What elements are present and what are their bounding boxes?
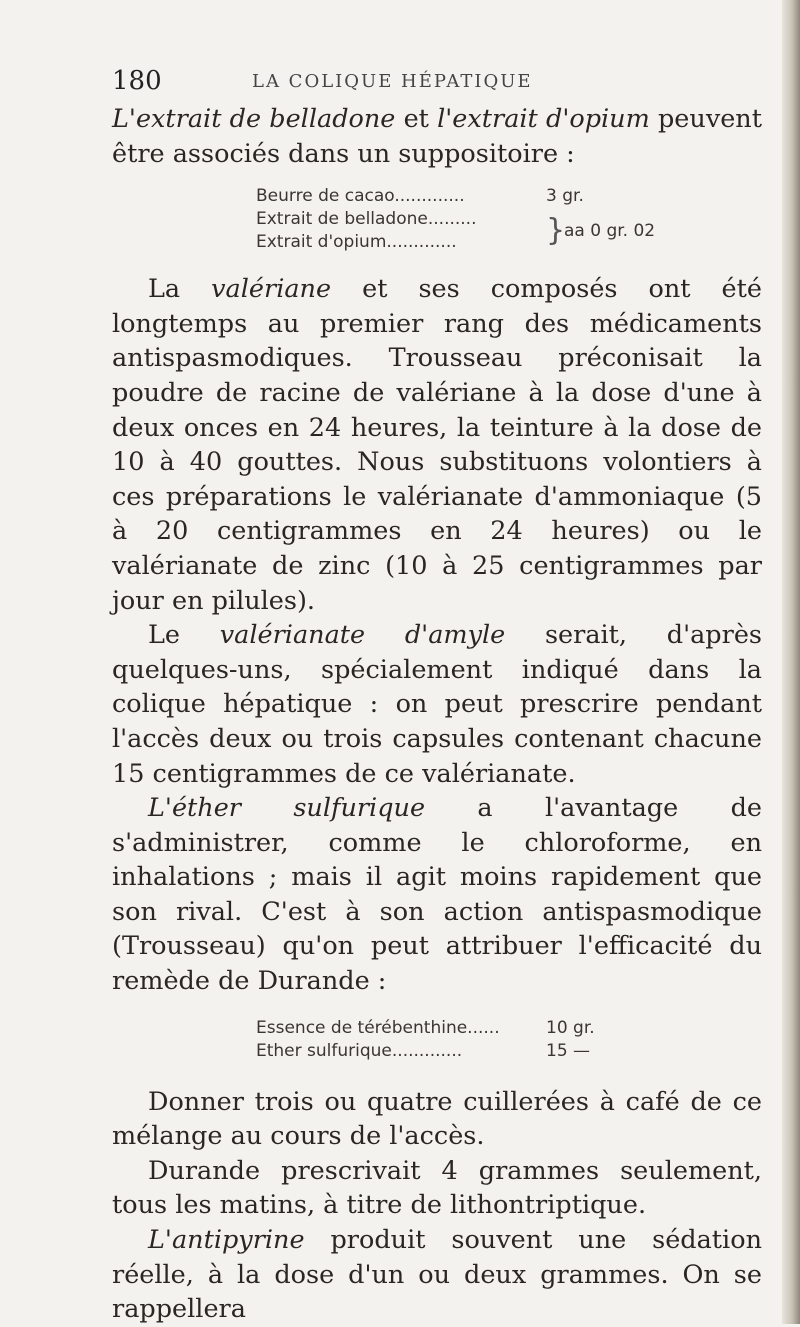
paragraph-ether	[112, 791, 762, 999]
paragraph-donner: Donner trois ou quatre cuillerées à café de ce mélange au cours de l'accès.	[112, 1086, 762, 1152]
term-extrait-opium: l'extrait d'opium	[437, 104, 650, 134]
term-valeriane: valériane	[211, 274, 332, 305]
recipe-durande	[256, 1017, 676, 1063]
term-extrait-belladone: L'extrait de belladone	[112, 104, 396, 134]
term-ether-sulfurique: L'éther sulfurique	[148, 793, 426, 824]
ingredient-name: Extrait d'opium.............	[256, 232, 457, 253]
running-title: LA COLIQUE HÉPATIQUE	[252, 71, 533, 92]
ingredient-name: Essence de térébenthine......	[256, 1017, 500, 1038]
shared-qty: aa 0 gr. 02	[564, 220, 656, 241]
paragraph-durande: Durande prescrivait 4 grammes seulement, tous les matins, à titre de lithontriptique.	[112, 1155, 762, 1221]
recipe-row	[256, 185, 676, 208]
running-head	[112, 66, 752, 96]
text-fragment: a l'avantage de s'administrer, comme le chloroforme, en inhalations ; mais il agit moins rapidement que son rival. C'est à son action antispasmodique (Trousseau) qu'on peut attribuer l'efficacité du remède de Durande :	[112, 793, 762, 997]
recipe-row	[256, 1040, 676, 1063]
ingredient-name: Ether sulfurique.............	[256, 1040, 463, 1061]
body-text	[112, 102, 762, 1327]
ingredient-group	[256, 208, 546, 254]
paragraph-antipyrine	[112, 1223, 762, 1327]
text-fragment: et	[395, 104, 438, 134]
paragraph-valerianate-amyle	[112, 618, 762, 791]
text-fragment: peuvent être associés dans un suppositoire :	[112, 104, 762, 169]
text-fragment: produit souvent une sédation réelle, à la dose d'un ou deux grammes. On se rappellera	[112, 1225, 762, 1325]
term-antipyrine: L'antipyrine	[148, 1225, 305, 1256]
shared-qty-group	[546, 208, 676, 254]
text-fragment: et ses composés ont été longtemps au premier rang des médicaments antispasmodiques. Trousseau préconisait la poudre de racine de valériane à la dose d'une à deux onces en 24 heures, la teinture à la dose de 10 à 40 gouttes. Nous substituons volontiers à ces préparations le valérianate d'ammoniaque (5 à 20 centigrammes en 24 heures) ou le valérianate de zinc (10 à 25 centigrammes par jour en pilules).	[112, 274, 762, 616]
ingredient-qty: 3 gr.	[546, 186, 584, 207]
text-fragment: serait, d'après quelques-uns, spécialement indiqué dans la colique hépatique : on peut prescrire pendant l'accès deux ou trois capsules contenant chacune 15 centigrammes de ce valérianate.	[112, 620, 762, 789]
recipe-row-group	[256, 208, 676, 254]
term-valerianate-amyle: valérianate d'amyle	[219, 620, 506, 651]
paragraph-extracts	[112, 102, 762, 171]
ingredient-qty: 10 gr.	[546, 1017, 595, 1038]
ingredient-name: Extrait de belladone.........	[256, 209, 477, 230]
paragraph-valeriane	[112, 272, 762, 618]
ingredient-name: Beurre de cacao.............	[256, 186, 465, 207]
brace-icon: }	[546, 213, 566, 249]
ingredient-qty: 15 —	[546, 1040, 591, 1061]
page-number: 180	[112, 66, 162, 96]
text-fragment: La	[148, 274, 212, 305]
recipe-row	[256, 1017, 676, 1040]
recipe-suppositoire	[256, 185, 676, 254]
page-edge-shadow	[782, 0, 800, 1324]
text-fragment: Le	[148, 620, 220, 651]
